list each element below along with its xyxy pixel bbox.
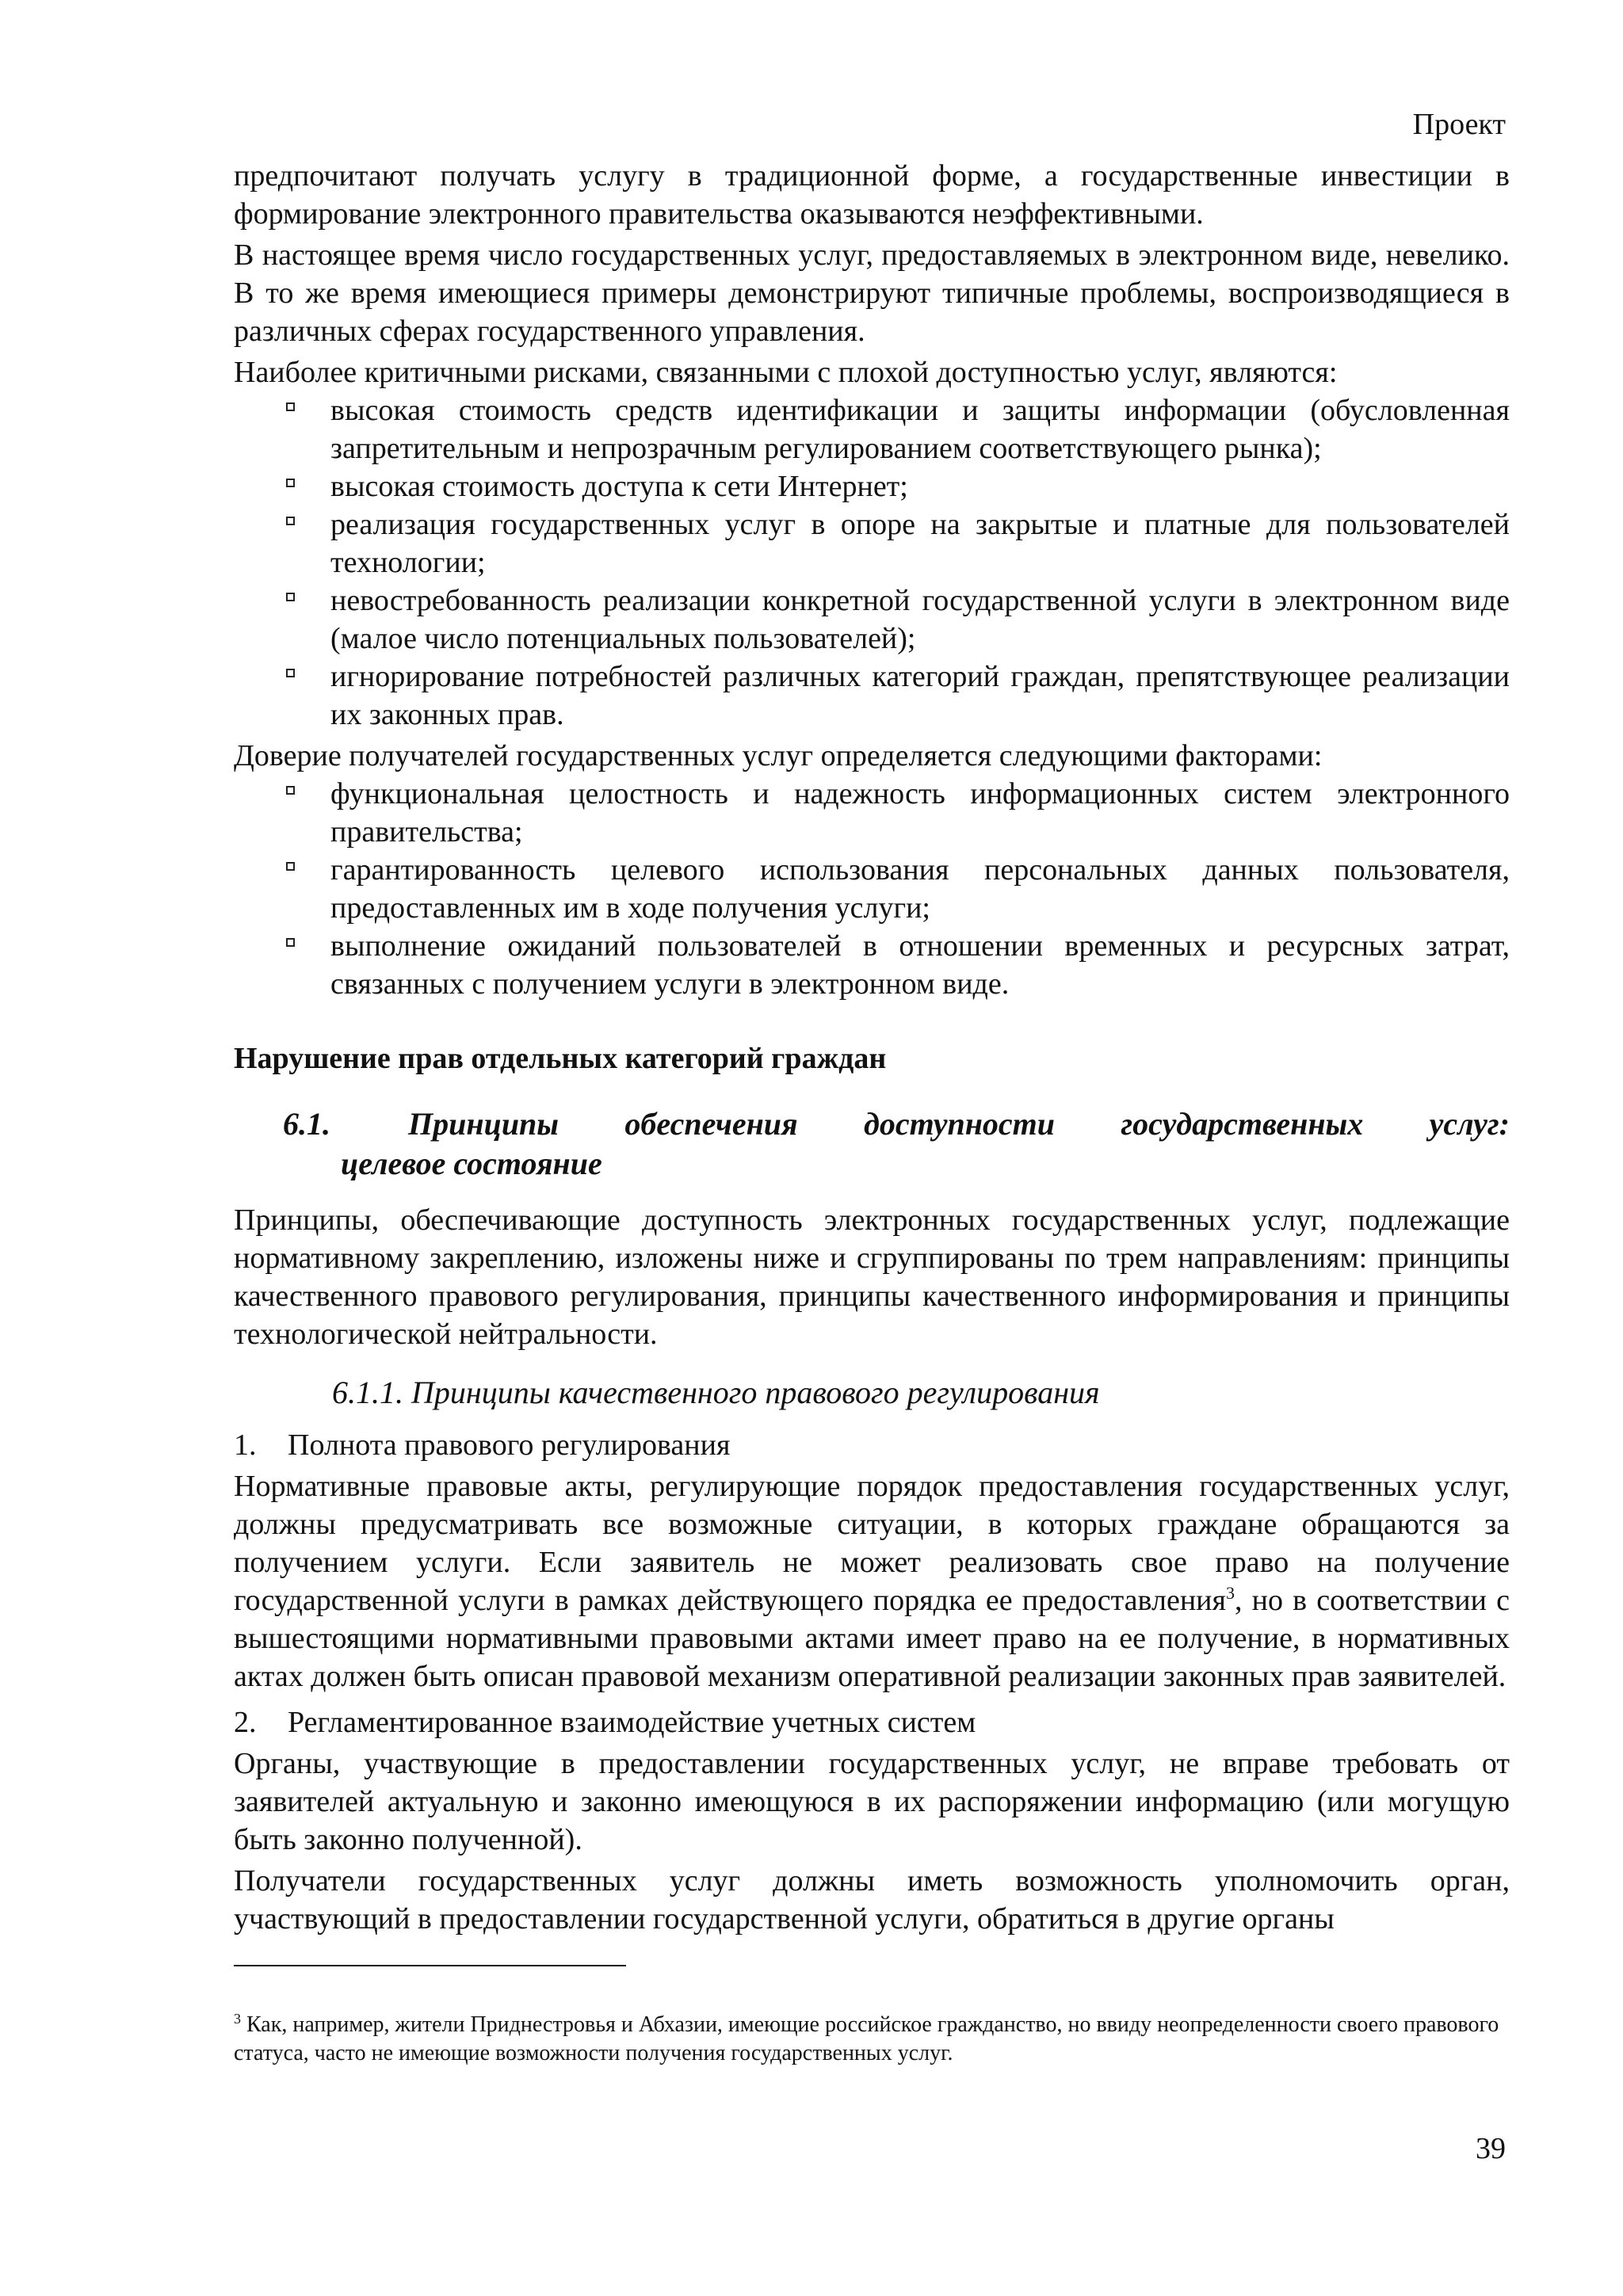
footnote-text: Как, например, жители Приднестровья и Абхазии, имеющие российское гражданство, но ввиду неопределенности своего правового статуса, часто не имеющие возможности получения государственных услуг. [234,2012,1499,2065]
subsection-heading: 6.1.1. Принципы качественного правового регулирования [332,1375,1100,1410]
header-label: Проект [1412,108,1506,141]
trust-factors-list [234,775,1510,1003]
item-title: 1. Полнота правового регулирования [234,1428,731,1462]
risks-list [234,391,1510,734]
footnote-divider [234,1965,626,1966]
square-bullet-icon [286,593,295,601]
footnote-ref[interactable]: 3 [1225,1583,1235,1603]
paragraph-current-state: В настоящее время число государственных услуг, предоставляемых в электронном виде, невелико. В то же время имеющиеся примеры демонстрируют типичные проблемы, воспроизводящиеся в различных сферах государственного управления. [234,238,1510,348]
section-heading-line1 [234,1104,1510,1144]
list-item: невостребованность реализации конкретной государственной услуги в электронном виде (малое число потенциальных пользователей); [234,582,1510,658]
page-number: 39 [1476,2132,1506,2165]
item-title: 2. Регламентированное взаимодействие учетных систем [234,1706,976,1739]
bold-heading: Нарушение прав отдельных категорий граждан [234,1042,887,1075]
square-bullet-icon [286,938,295,947]
square-bullet-icon [286,669,295,677]
list-item: высокая стоимость доступа к сети Интернет; [234,467,1510,505]
footnote-number: 3 [234,2011,241,2027]
list-item: реализация государственных услуг в опоре на закрытые и платные для пользователей технологии; [234,505,1510,582]
square-bullet-icon [286,786,295,795]
list-item: игнорирование потребностей различных категорий граждан, препятствующее реализации их законных прав. [234,658,1510,734]
square-bullet-icon [286,479,295,487]
section-title-line1: Принципы обеспечения доступности государственных услуг: [408,1106,1510,1142]
section-heading [234,1104,1510,1184]
item-text-continued: Получатели государственных услуг должны иметь возможность уполномочить орган, участвующий в предоставлении государственной услуги, обратиться в другие органы [234,1864,1510,1936]
list-item: высокая стоимость средств идентификации и защиты информации (обусловленная запретительным и непрозрачным регулированием соответствующего рынка); [234,391,1510,467]
square-bullet-icon [286,517,295,525]
section-title-line2: целевое состояние [341,1146,602,1181]
main-content [234,157,1510,1946]
list-item: гарантированность целевого использования персональных данных пользователя, предоставленных им в ходе получения услуги; [234,851,1510,927]
footnote [234,2011,1502,2068]
square-bullet-icon [286,862,295,871]
section-intro: Принципы, обеспечивающие доступность электронных государственных услуг, подлежащие нормативному закреплению, изложены ниже и сгруппированы по трем направлениям: принципы качественного правового регулирования, принципы качественного информирования и принципы технологической нейтральности. [234,1203,1510,1351]
list-item: выполнение ожиданий пользователей в отношении временных и ресурсных затрат, связанных с получением услуги в электронном виде. [234,927,1510,1003]
item-text: Нормативные правовые акты, регулирующие порядок предоставления государственных услуг, должны предусматривать все возможные ситуации, в которых граждане обращаются за получением услуги. Если заявитель не может реализовать свое право на получение государственной услуги в рамках действующего порядка ее предоставления$^3$, но в соответствии с вышестоящими нормативными правовыми актами имеет право на ее получение, в нормативных актах должен быть описан правовой механизм оперативной реализации законных прав заявителей. [234,1470,1510,1693]
paragraph-continuation: предпочитают получать услугу в традиционной форме, а государственные инвестиции в формирование электронного правительства оказываются неэффективными. [234,159,1510,231]
list-item: функциональная целостность и надежность информационных систем электронного правительства; [234,775,1510,851]
paragraph-risks-intro: Наиболее критичными рисками, связанными с плохой доступностью услуг, являются: [234,356,1338,389]
section-number: 6.1. [283,1106,330,1142]
item-text: Органы, участвующие в предоставлении государственных услуг, не вправе требовать от заявителей актуальную и законно имеющуюся в их распоряжении информацию (или могущую быть законно полученной). [234,1747,1510,1856]
paragraph-trust-intro: Доверие получателей государственных услуг определяется следующими факторами: [234,739,1323,772]
square-bullet-icon [286,402,295,411]
